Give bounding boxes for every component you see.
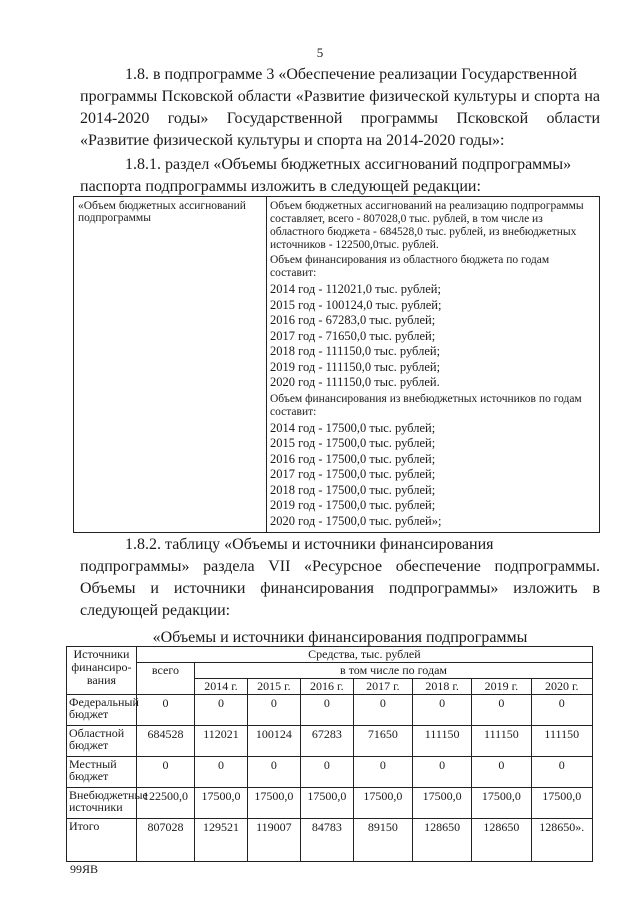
table-row xyxy=(67,788,593,819)
paragraph-1-8-2-text: подпрограммы» раздела VII «Ресурсное обеспечение подпрограммы. Объемы и источники финансирования подпрограммы» изложить в следующей редакции: xyxy=(80,558,600,619)
header-year: 2014 г. xyxy=(195,679,248,695)
passport-regional-heading: Объем финансирования из областного бюджета по годам составит: xyxy=(270,254,550,279)
table-cell: 17500,0 xyxy=(472,788,531,819)
extrabudget-year-line: 2016 год - 17500,0 тыс. рублей; xyxy=(270,451,436,466)
table-cell: 0 xyxy=(136,757,194,788)
table-cell: 17500,0 xyxy=(195,788,248,819)
extrabudget-year-line: 2017 год - 17500,0 тыс. рублей; xyxy=(270,467,436,481)
regional-year-line: 2016 год - 67283,0 тыс. рублей; xyxy=(270,313,436,327)
header-sources: Источники финансиро-вания xyxy=(67,647,137,695)
regional-year-line: 2017 год - 71650,0 тыс. рублей; xyxy=(270,328,436,343)
regional-year-line: 2019 год - 111150,0 тыс. рублей; xyxy=(270,359,441,374)
row-label: Местный бюджет xyxy=(67,757,137,788)
table-cell: 0 xyxy=(247,695,300,726)
table-cell: 112021 xyxy=(195,726,248,757)
header-year: 2019 г. xyxy=(472,679,531,695)
table-cell: 0 xyxy=(472,695,531,726)
table-cell: 684528 xyxy=(136,726,194,757)
row-label: Областной бюджет xyxy=(67,726,137,757)
passport-right-column xyxy=(270,200,595,529)
passport-box xyxy=(73,196,600,533)
row-label: Итого xyxy=(67,819,137,862)
table-cell: 17500,0 xyxy=(300,788,353,819)
passport-extrabudget-heading: Объем финансирования из внебюджетных источников по годам составит: xyxy=(270,392,582,418)
table-cell: 0 xyxy=(413,757,472,788)
row-label: Внебюджетные источники xyxy=(67,788,137,819)
paragraph-1-8 xyxy=(80,64,600,152)
table-cell: 0 xyxy=(353,757,412,788)
table-cell: 0 xyxy=(195,695,248,726)
extrabudget-year-line: 2018 год - 17500,0 тыс. рублей; xyxy=(270,482,436,497)
regional-year-line: 2020 год - 111150,0 тыс. рублей. xyxy=(270,375,440,389)
table-cell: 17500,0 xyxy=(531,788,592,819)
table-cell: 0 xyxy=(472,757,531,788)
table-cell: 128650 xyxy=(413,819,472,862)
passport-divider xyxy=(266,197,267,532)
table-row xyxy=(67,757,593,788)
table-row xyxy=(67,695,593,726)
table-cell: 0 xyxy=(300,757,353,788)
table-cell: 128650». xyxy=(531,819,592,862)
extrabudget-year-line: 2020 год - 17500,0 тыс. рублей»; xyxy=(270,513,442,528)
regional-year-line: 2014 год - 112021,0 тыс. рублей; xyxy=(270,282,441,296)
table-cell: 0 xyxy=(195,757,248,788)
table-cell: 17500,0 xyxy=(247,788,300,819)
header-year: 2020 г. xyxy=(531,679,592,695)
table-cell: 119007 xyxy=(247,819,300,862)
regional-year-line: 2018 год - 111150,0 тыс. рублей; xyxy=(270,344,441,358)
table-cell: 128650 xyxy=(472,819,531,862)
table-row xyxy=(67,726,593,757)
paragraph-1-8-2 xyxy=(80,534,600,622)
row-label: Федеральный бюджет xyxy=(67,695,137,726)
table-cell: 0 xyxy=(136,695,194,726)
table-cell: 0 xyxy=(531,757,592,788)
extrabudget-year-line: 2014 год - 17500,0 тыс. рублей; xyxy=(270,420,436,435)
header-funds: Средства, тыс. рублей xyxy=(136,647,592,663)
table-cell: 67283 xyxy=(300,726,353,757)
table-cell: 71650 xyxy=(353,726,412,757)
passport-left-label: «Объем бюджетных ассигнований подпрограммы xyxy=(78,200,246,224)
regional-year-line: 2015 год - 100124,0 тыс. рублей; xyxy=(270,297,442,312)
table-cell: 100124 xyxy=(247,726,300,757)
paragraph-1-8-text: программы Псковской области «Развитие физической культуры и спорта на 2014-2020 годы» Государственной программы Псковской области «Развитие физической культуры и спорта на 2014-2020 годы»: xyxy=(80,88,600,149)
table-row-total xyxy=(67,819,593,862)
table-cell: 111150 xyxy=(472,726,531,757)
table-cell: 0 xyxy=(413,695,472,726)
table-cell: 84783 xyxy=(300,819,353,862)
page-number: 5 xyxy=(316,45,324,60)
table-cell: 0 xyxy=(247,757,300,788)
table-cell: 0 xyxy=(300,695,353,726)
table-cell: 17500,0 xyxy=(353,788,412,819)
table-cell: 17500,0 xyxy=(413,788,472,819)
footer-code: 99ЯВ xyxy=(70,862,99,876)
table-cell: 807028 xyxy=(136,819,194,862)
header-total: всего xyxy=(136,663,194,695)
header-year: 2016 г. xyxy=(300,679,353,695)
passport-total-text: Объем бюджетных ассигнований на реализацию подпрограммы составляет, всего - 807028,0 тыс. рублей, в том числе из областного бюджета - 684528,0 тыс. рублей, из внебюджетных источников - 122500,0тыс. рублей. xyxy=(270,200,584,251)
funding-table xyxy=(66,646,593,862)
table-cell: 122500,0 xyxy=(136,788,194,819)
table-cell: 0 xyxy=(531,695,592,726)
table-cell: 0 xyxy=(353,695,412,726)
table-cell: 111150 xyxy=(531,726,592,757)
header-incl-years: в том числе по годам xyxy=(195,663,593,679)
paragraph-1-8-1-text: паспорта подпрограммы изложить в следующей редакции: xyxy=(80,178,481,195)
table-cell: 129521 xyxy=(195,819,248,862)
paragraph-1-8-2-first-line: 1.8.2. таблицу «Объемы и источники финансирования xyxy=(125,536,494,553)
table-caption: «Объемы и источники финансирования подпрограммы xyxy=(152,629,528,646)
header-year: 2017 г. xyxy=(353,679,412,695)
header-year: 2015 г. xyxy=(247,679,300,695)
paragraph-1-8-first-line: 1.8. в подпрограмме 3 «Обеспечение реализации Государственной xyxy=(125,66,578,83)
header-year: 2018 г. xyxy=(413,679,472,695)
paragraph-1-8-1 xyxy=(80,154,600,198)
table-cell: 111150 xyxy=(413,726,472,757)
extrabudget-year-line: 2019 год - 17500,0 тыс. рублей; xyxy=(270,498,436,512)
extrabudget-year-line: 2015 год - 17500,0 тыс. рублей; xyxy=(270,436,436,450)
table-cell: 89150 xyxy=(353,819,412,862)
paragraph-1-8-1-first-line: 1.8.1. раздел «Объемы бюджетных ассигнований подпрограммы» xyxy=(125,156,572,173)
